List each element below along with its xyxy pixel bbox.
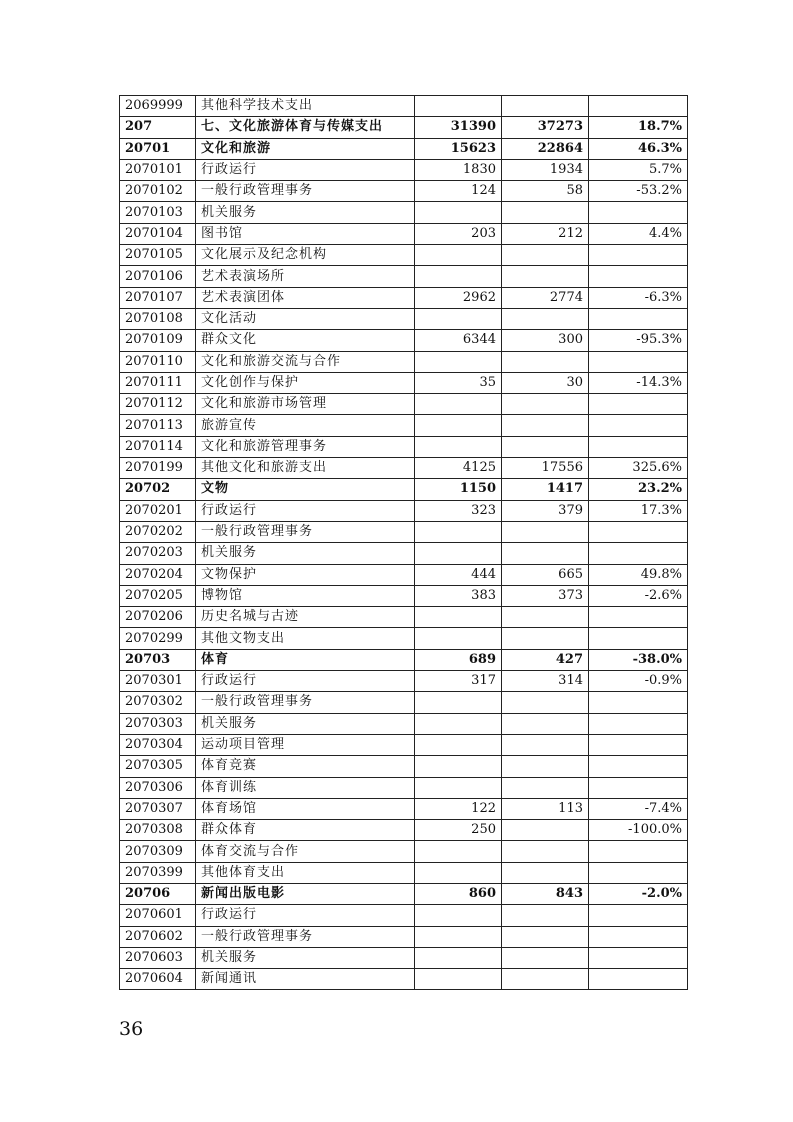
change-percent-cell: 49.8% (589, 564, 688, 585)
amount-cell-2: 843 (502, 883, 589, 904)
page-number: 36 (119, 1018, 144, 1040)
amount-cell-1: 689 (415, 649, 502, 670)
table-row (120, 351, 688, 372)
change-percent-cell (589, 841, 688, 862)
amount-cell-1: 122 (415, 798, 502, 819)
amount-cell-1 (415, 415, 502, 436)
account-code-cell: 2070202 (120, 521, 196, 542)
amount-cell-2 (502, 543, 589, 564)
account-name-cell: 其他文化和旅游支出 (196, 458, 415, 479)
table-row (120, 883, 688, 904)
amount-cell-2 (502, 245, 589, 266)
amount-cell-2: 1934 (502, 159, 589, 180)
account-code-cell: 2070103 (120, 202, 196, 223)
amount-cell-1 (415, 436, 502, 457)
account-code-cell: 2070306 (120, 777, 196, 798)
account-name-cell: 其他科学技术支出 (196, 96, 415, 117)
account-code-cell: 207 (120, 117, 196, 138)
amount-cell-2: 373 (502, 585, 589, 606)
amount-cell-2: 427 (502, 649, 589, 670)
amount-cell-2 (502, 756, 589, 777)
amount-cell-1 (415, 969, 502, 990)
change-percent-cell (589, 351, 688, 372)
account-code-cell: 2070602 (120, 926, 196, 947)
change-percent-cell (589, 245, 688, 266)
amount-cell-2 (502, 202, 589, 223)
change-percent-cell: -0.9% (589, 671, 688, 692)
change-percent-cell: 325.6% (589, 458, 688, 479)
table-row (120, 905, 688, 926)
change-percent-cell (589, 777, 688, 798)
change-percent-cell: 18.7% (589, 117, 688, 138)
table-row (120, 734, 688, 755)
account-name-cell: 文化和旅游管理事务 (196, 436, 415, 457)
change-percent-cell (589, 266, 688, 287)
account-code-cell: 2070101 (120, 159, 196, 180)
table-row (120, 585, 688, 606)
amount-cell-2 (502, 351, 589, 372)
account-name-cell: 历史名城与古迹 (196, 607, 415, 628)
amount-cell-1 (415, 777, 502, 798)
account-code-cell: 2070206 (120, 607, 196, 628)
account-name-cell: 其他文物支出 (196, 628, 415, 649)
amount-cell-1: 444 (415, 564, 502, 585)
table-row (120, 756, 688, 777)
account-code-cell: 2070107 (120, 287, 196, 308)
amount-cell-2 (502, 266, 589, 287)
account-code-cell: 2070603 (120, 947, 196, 968)
change-percent-cell (589, 862, 688, 883)
table-row (120, 202, 688, 223)
table-row (120, 820, 688, 841)
change-percent-cell (589, 308, 688, 329)
amount-cell-1 (415, 543, 502, 564)
amount-cell-2: 665 (502, 564, 589, 585)
change-percent-cell (589, 202, 688, 223)
account-code-cell: 2070203 (120, 543, 196, 564)
table-row (120, 181, 688, 202)
amount-cell-1: 383 (415, 585, 502, 606)
table-row (120, 223, 688, 244)
change-percent-cell: 23.2% (589, 479, 688, 500)
amount-cell-2 (502, 777, 589, 798)
amount-cell-2 (502, 734, 589, 755)
table-row (120, 692, 688, 713)
amount-cell-1 (415, 756, 502, 777)
amount-cell-1 (415, 734, 502, 755)
change-percent-cell (589, 692, 688, 713)
amount-cell-2 (502, 926, 589, 947)
table-row (120, 628, 688, 649)
account-name-cell: 一般行政管理事务 (196, 521, 415, 542)
change-percent-cell (589, 734, 688, 755)
table-row (120, 479, 688, 500)
amount-cell-1 (415, 607, 502, 628)
change-percent-cell: -2.6% (589, 585, 688, 606)
amount-cell-1 (415, 202, 502, 223)
table-row (120, 500, 688, 521)
account-name-cell: 机关服务 (196, 543, 415, 564)
account-name-cell: 艺术表演场所 (196, 266, 415, 287)
account-code-cell: 20701 (120, 138, 196, 159)
table-row (120, 969, 688, 990)
table-row (120, 415, 688, 436)
amount-cell-1: 2962 (415, 287, 502, 308)
amount-cell-1: 317 (415, 671, 502, 692)
account-name-cell: 七、文化旅游体育与传媒支出 (196, 117, 415, 138)
table-row (120, 138, 688, 159)
amount-cell-1: 1150 (415, 479, 502, 500)
change-percent-cell (589, 969, 688, 990)
amount-cell-1 (415, 266, 502, 287)
account-name-cell: 其他体育支出 (196, 862, 415, 883)
table-row (120, 96, 688, 117)
account-name-cell: 体育 (196, 649, 415, 670)
amount-cell-1 (415, 841, 502, 862)
amount-cell-1: 15623 (415, 138, 502, 159)
change-percent-cell: 46.3% (589, 138, 688, 159)
change-percent-cell: -7.4% (589, 798, 688, 819)
account-code-cell: 2070309 (120, 841, 196, 862)
account-code-cell: 2070399 (120, 862, 196, 883)
account-code-cell: 2070303 (120, 713, 196, 734)
account-name-cell: 博物馆 (196, 585, 415, 606)
table-row (120, 798, 688, 819)
account-code-cell: 2070205 (120, 585, 196, 606)
account-code-cell: 2070299 (120, 628, 196, 649)
account-code-cell: 2070204 (120, 564, 196, 585)
amount-cell-1: 6344 (415, 330, 502, 351)
account-name-cell: 新闻通讯 (196, 969, 415, 990)
account-name-cell: 一般行政管理事务 (196, 926, 415, 947)
amount-cell-1 (415, 713, 502, 734)
account-code-cell: 2070102 (120, 181, 196, 202)
account-code-cell: 2070112 (120, 394, 196, 415)
amount-cell-2: 113 (502, 798, 589, 819)
amount-cell-2: 300 (502, 330, 589, 351)
account-name-cell: 体育竞赛 (196, 756, 415, 777)
table-row (120, 671, 688, 692)
table-row (120, 117, 688, 138)
account-name-cell: 机关服务 (196, 947, 415, 968)
account-code-cell: 2070113 (120, 415, 196, 436)
change-percent-cell (589, 607, 688, 628)
account-code-cell: 2070114 (120, 436, 196, 457)
change-percent-cell (589, 543, 688, 564)
account-name-cell: 图书馆 (196, 223, 415, 244)
change-percent-cell: -2.0% (589, 883, 688, 904)
account-name-cell: 行政运行 (196, 671, 415, 692)
account-code-cell: 2070108 (120, 308, 196, 329)
change-percent-cell (589, 947, 688, 968)
account-code-cell: 2070104 (120, 223, 196, 244)
change-percent-cell (589, 713, 688, 734)
amount-cell-1 (415, 905, 502, 926)
amount-cell-1: 323 (415, 500, 502, 521)
change-percent-cell (589, 756, 688, 777)
table-row (120, 330, 688, 351)
change-percent-cell: 17.3% (589, 500, 688, 521)
amount-cell-2: 37273 (502, 117, 589, 138)
account-code-cell: 2070105 (120, 245, 196, 266)
account-name-cell: 体育交流与合作 (196, 841, 415, 862)
amount-cell-2: 17556 (502, 458, 589, 479)
amount-cell-1 (415, 245, 502, 266)
account-name-cell: 文物保护 (196, 564, 415, 585)
account-code-cell: 2070109 (120, 330, 196, 351)
account-name-cell: 群众文化 (196, 330, 415, 351)
amount-cell-2 (502, 394, 589, 415)
account-name-cell: 文化和旅游 (196, 138, 415, 159)
amount-cell-2 (502, 692, 589, 713)
table-row (120, 841, 688, 862)
amount-cell-1: 860 (415, 883, 502, 904)
table-row (120, 372, 688, 393)
account-code-cell: 2070304 (120, 734, 196, 755)
table-row (120, 926, 688, 947)
amount-cell-1 (415, 96, 502, 117)
table-row (120, 266, 688, 287)
change-percent-cell: -100.0% (589, 820, 688, 841)
table-row (120, 543, 688, 564)
table-row (120, 245, 688, 266)
account-name-cell: 新闻出版电影 (196, 883, 415, 904)
account-code-cell: 2070302 (120, 692, 196, 713)
account-name-cell: 文化展示及纪念机构 (196, 245, 415, 266)
amount-cell-2 (502, 969, 589, 990)
change-percent-cell (589, 628, 688, 649)
amount-cell-2 (502, 415, 589, 436)
account-name-cell: 一般行政管理事务 (196, 692, 415, 713)
amount-cell-1: 203 (415, 223, 502, 244)
amount-cell-2: 379 (502, 500, 589, 521)
amount-cell-1 (415, 351, 502, 372)
amount-cell-1 (415, 394, 502, 415)
account-name-cell: 行政运行 (196, 500, 415, 521)
account-code-cell: 20706 (120, 883, 196, 904)
amount-cell-1: 1830 (415, 159, 502, 180)
account-code-cell: 2070201 (120, 500, 196, 521)
table-row (120, 649, 688, 670)
amount-cell-1 (415, 521, 502, 542)
amount-cell-2: 314 (502, 671, 589, 692)
account-name-cell: 一般行政管理事务 (196, 181, 415, 202)
account-code-cell: 2069999 (120, 96, 196, 117)
amount-cell-2: 2774 (502, 287, 589, 308)
amount-cell-2 (502, 96, 589, 117)
amount-cell-2: 212 (502, 223, 589, 244)
amount-cell-2: 22864 (502, 138, 589, 159)
account-code-cell: 2070106 (120, 266, 196, 287)
account-name-cell: 文物 (196, 479, 415, 500)
amount-cell-2: 58 (502, 181, 589, 202)
table-row (120, 394, 688, 415)
account-name-cell: 体育训练 (196, 777, 415, 798)
change-percent-cell (589, 436, 688, 457)
account-name-cell: 文化活动 (196, 308, 415, 329)
account-name-cell: 文化创作与保护 (196, 372, 415, 393)
amount-cell-1: 124 (415, 181, 502, 202)
budget-table (119, 95, 688, 990)
table-row (120, 564, 688, 585)
account-code-cell: 2070604 (120, 969, 196, 990)
account-name-cell: 群众体育 (196, 820, 415, 841)
amount-cell-1 (415, 862, 502, 883)
change-percent-cell (589, 905, 688, 926)
change-percent-cell: -95.3% (589, 330, 688, 351)
amount-cell-2 (502, 521, 589, 542)
amount-cell-2 (502, 713, 589, 734)
change-percent-cell: 5.7% (589, 159, 688, 180)
amount-cell-2 (502, 820, 589, 841)
amount-cell-1: 250 (415, 820, 502, 841)
amount-cell-2 (502, 905, 589, 926)
account-code-cell: 2070110 (120, 351, 196, 372)
change-percent-cell: 4.4% (589, 223, 688, 244)
table-row (120, 308, 688, 329)
account-name-cell: 机关服务 (196, 202, 415, 223)
change-percent-cell: -6.3% (589, 287, 688, 308)
amount-cell-1 (415, 628, 502, 649)
table-row (120, 777, 688, 798)
change-percent-cell: -38.0% (589, 649, 688, 670)
amount-cell-2 (502, 841, 589, 862)
table-row (120, 436, 688, 457)
amount-cell-1: 35 (415, 372, 502, 393)
table-row (120, 862, 688, 883)
table-row (120, 458, 688, 479)
amount-cell-2 (502, 308, 589, 329)
table-row (120, 159, 688, 180)
account-code-cell: 2070111 (120, 372, 196, 393)
account-name-cell: 行政运行 (196, 905, 415, 926)
table-row (120, 713, 688, 734)
account-code-cell: 2070301 (120, 671, 196, 692)
amount-cell-2 (502, 607, 589, 628)
amount-cell-1 (415, 926, 502, 947)
account-code-cell: 2070308 (120, 820, 196, 841)
change-percent-cell: -53.2% (589, 181, 688, 202)
amount-cell-2: 1417 (502, 479, 589, 500)
budget-table-body (120, 96, 688, 990)
change-percent-cell (589, 926, 688, 947)
table-row (120, 607, 688, 628)
account-name-cell: 机关服务 (196, 713, 415, 734)
account-code-cell: 20702 (120, 479, 196, 500)
account-name-cell: 行政运行 (196, 159, 415, 180)
amount-cell-2 (502, 862, 589, 883)
account-name-cell: 旅游宣传 (196, 415, 415, 436)
account-code-cell: 2070199 (120, 458, 196, 479)
amount-cell-1 (415, 692, 502, 713)
amount-cell-2 (502, 436, 589, 457)
table-row (120, 287, 688, 308)
account-code-cell: 2070307 (120, 798, 196, 819)
amount-cell-2 (502, 628, 589, 649)
account-code-cell: 20703 (120, 649, 196, 670)
change-percent-cell (589, 415, 688, 436)
table-row (120, 947, 688, 968)
change-percent-cell: -14.3% (589, 372, 688, 393)
amount-cell-1 (415, 308, 502, 329)
amount-cell-2: 30 (502, 372, 589, 393)
change-percent-cell (589, 394, 688, 415)
account-name-cell: 文化和旅游交流与合作 (196, 351, 415, 372)
amount-cell-1: 31390 (415, 117, 502, 138)
amount-cell-1: 4125 (415, 458, 502, 479)
table-row (120, 521, 688, 542)
account-name-cell: 体育场馆 (196, 798, 415, 819)
amount-cell-2 (502, 947, 589, 968)
account-code-cell: 2070601 (120, 905, 196, 926)
amount-cell-1 (415, 947, 502, 968)
account-name-cell: 运动项目管理 (196, 734, 415, 755)
account-name-cell: 艺术表演团体 (196, 287, 415, 308)
change-percent-cell (589, 96, 688, 117)
account-code-cell: 2070305 (120, 756, 196, 777)
account-name-cell: 文化和旅游市场管理 (196, 394, 415, 415)
change-percent-cell (589, 521, 688, 542)
